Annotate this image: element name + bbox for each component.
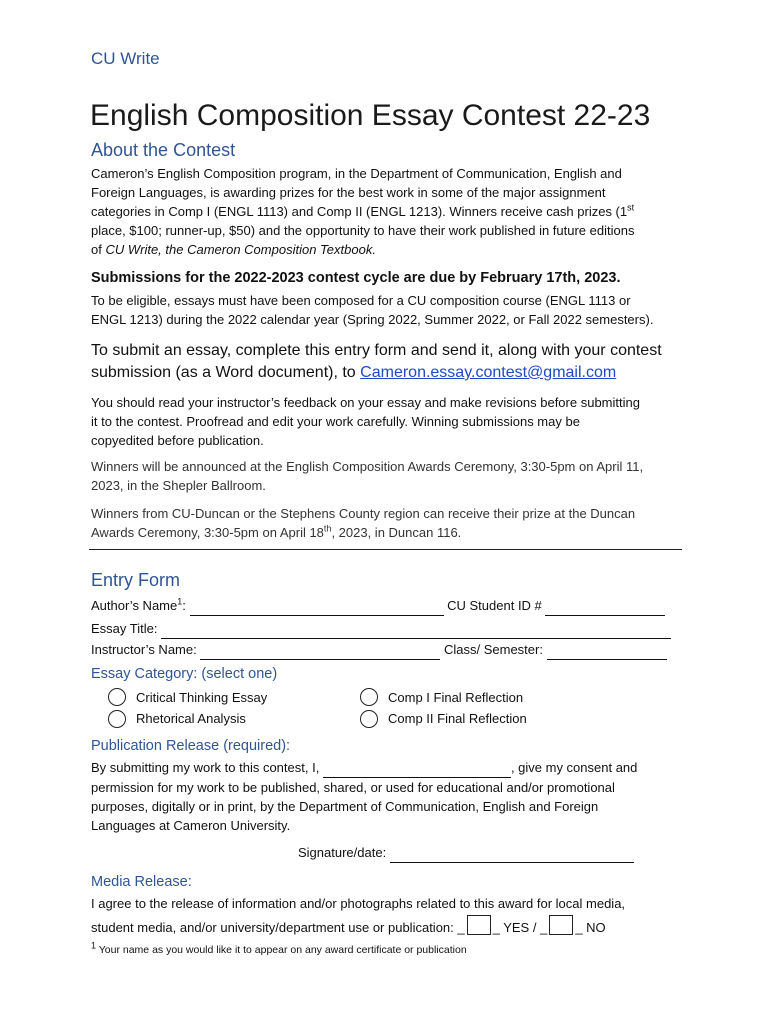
about-paragraph bbox=[91, 164, 691, 259]
publication-text bbox=[91, 758, 691, 835]
author-name-label: Author’s Name$^1$: bbox=[91, 596, 186, 613]
eligibility-text bbox=[91, 291, 691, 329]
about-line: place, $100; runner-up, $50) and the opportunity to have their work published in future editions bbox=[91, 223, 635, 238]
duncan-line: Winners from CU-Duncan or the Stephens County region can receive their prize at the Duncan bbox=[91, 506, 636, 521]
advice-line: copyedited before publication. bbox=[91, 433, 264, 448]
student-id-label: CU Student ID # bbox=[447, 598, 542, 613]
winners-announcement bbox=[91, 457, 701, 495]
essay-category-heading: Essay Category: (select one) bbox=[91, 666, 278, 682]
rhetorical-analysis-label: Rhetorical Analysis bbox=[136, 711, 246, 726]
signature-row bbox=[298, 843, 658, 863]
about-line: Foreign Languages, is awarding prizes for the best work in some of the major assignment bbox=[91, 185, 606, 200]
winners-line: Winners will be announced at the English Composition Awards Ceremony, 3:30-5pm on April 11, bbox=[91, 459, 644, 474]
header-brand: CU Write bbox=[91, 49, 160, 68]
submit-instructions bbox=[91, 340, 711, 384]
eligibility-line: ENGL 1213) during the 2022 calendar year (Spring 2022, Summer 2022, or Fall 2022 semesters). bbox=[91, 312, 654, 327]
instructor-name-field[interactable] bbox=[200, 640, 440, 660]
entry-form-heading: Entry Form bbox=[91, 570, 181, 590]
page-title: English Composition Essay Contest 22-23 bbox=[90, 99, 651, 132]
duncan-line: Awards Ceremony, 3:30-5pm on April 18th, 2023, in Duncan 116. bbox=[91, 523, 462, 540]
rhetorical-analysis-radio[interactable] bbox=[108, 710, 126, 728]
student-id-field[interactable] bbox=[545, 596, 665, 616]
duncan-ceremony bbox=[91, 504, 701, 542]
winners-line: 2023, in the Shepler Ballroom. bbox=[91, 478, 266, 493]
comp1-reflection-radio[interactable] bbox=[360, 688, 378, 706]
critical-thinking-radio[interactable] bbox=[108, 688, 126, 706]
media-line: I agree to the release of information and/or photographs related to this award for local media, bbox=[91, 896, 626, 911]
consent-name-field[interactable] bbox=[323, 758, 511, 778]
comp2-reflection-radio[interactable] bbox=[360, 710, 378, 728]
media-line: student media, and/or university/department use or publication: _ _ YES / _ _ NO bbox=[91, 915, 701, 937]
eligibility-line: To be eligible, essays must have been composed for a CU composition course (ENGL 1113 or bbox=[91, 293, 631, 308]
signature-date-field[interactable] bbox=[390, 843, 634, 863]
publication-release-heading: Publication Release (required): bbox=[91, 738, 291, 754]
yes-checkbox[interactable] bbox=[467, 915, 491, 935]
revision-advice bbox=[91, 393, 701, 450]
essay-title-field[interactable] bbox=[161, 619, 671, 639]
publication-line: purposes, digitally or in print, by the Department of Communication, English and Foreign bbox=[91, 799, 599, 814]
section-divider bbox=[89, 549, 682, 550]
contest-email-link[interactable]: Cameron.essay.contest@gmail.com bbox=[360, 364, 617, 381]
about-line: Cameron’s English Composition program, in the Department of Communication, English and bbox=[91, 166, 622, 181]
comp1-reflection-label: Comp I Final Reflection bbox=[388, 690, 524, 705]
class-semester-label: Class/ Semester: bbox=[443, 642, 543, 657]
submit-line: submission (as a Word document), to Cameron.essay.contest@gmail.com bbox=[91, 364, 617, 381]
author-row bbox=[91, 596, 691, 616]
publication-line: permission for my work to be published, shared, or used for educational and/or promotional bbox=[91, 780, 615, 795]
no-checkbox[interactable] bbox=[549, 915, 573, 935]
class-semester-field[interactable] bbox=[547, 640, 667, 660]
advice-line: it to the contest. Proofread and edit your work carefully. Winning submissions may be bbox=[91, 414, 580, 429]
essay-title-row bbox=[91, 619, 691, 639]
publication-line: Languages at Cameron University. bbox=[91, 818, 291, 833]
media-release-heading: Media Release: bbox=[91, 874, 192, 890]
about-line: categories in Comp I (ENGL 1113) and Comp II (ENGL 1213). Winners receive cash prizes (1st bbox=[91, 202, 635, 219]
submit-line: To submit an essay, complete this entry form and send it, along with your contest bbox=[91, 342, 662, 359]
about-line: of CU Write, the Cameron Composition Textbook. bbox=[91, 242, 376, 257]
about-heading: About the Contest bbox=[91, 140, 236, 160]
footnote: $^1$ Your name as you would like it to appear on any award certificate or publication bbox=[91, 940, 467, 956]
comp2-reflection-label: Comp II Final Reflection bbox=[388, 711, 527, 726]
essay-title-label: Essay Title: bbox=[91, 621, 158, 636]
media-release-text bbox=[91, 894, 701, 937]
instructor-name-label: Instructor’s Name: bbox=[91, 642, 197, 657]
author-name-field[interactable] bbox=[190, 596, 444, 616]
advice-line: You should read your instructor’s feedback on your essay and make revisions before submitting bbox=[91, 395, 640, 410]
critical-thinking-label: Critical Thinking Essay bbox=[136, 690, 268, 705]
publication-line: By submitting my work to this contest, I, , give my consent and bbox=[91, 758, 691, 778]
signature-label: Signature/date: bbox=[298, 845, 387, 860]
deadline-notice: Submissions for the 2022-2023 contest cycle are due by February 17th, 2023. bbox=[91, 270, 621, 286]
instructor-row bbox=[91, 640, 691, 660]
